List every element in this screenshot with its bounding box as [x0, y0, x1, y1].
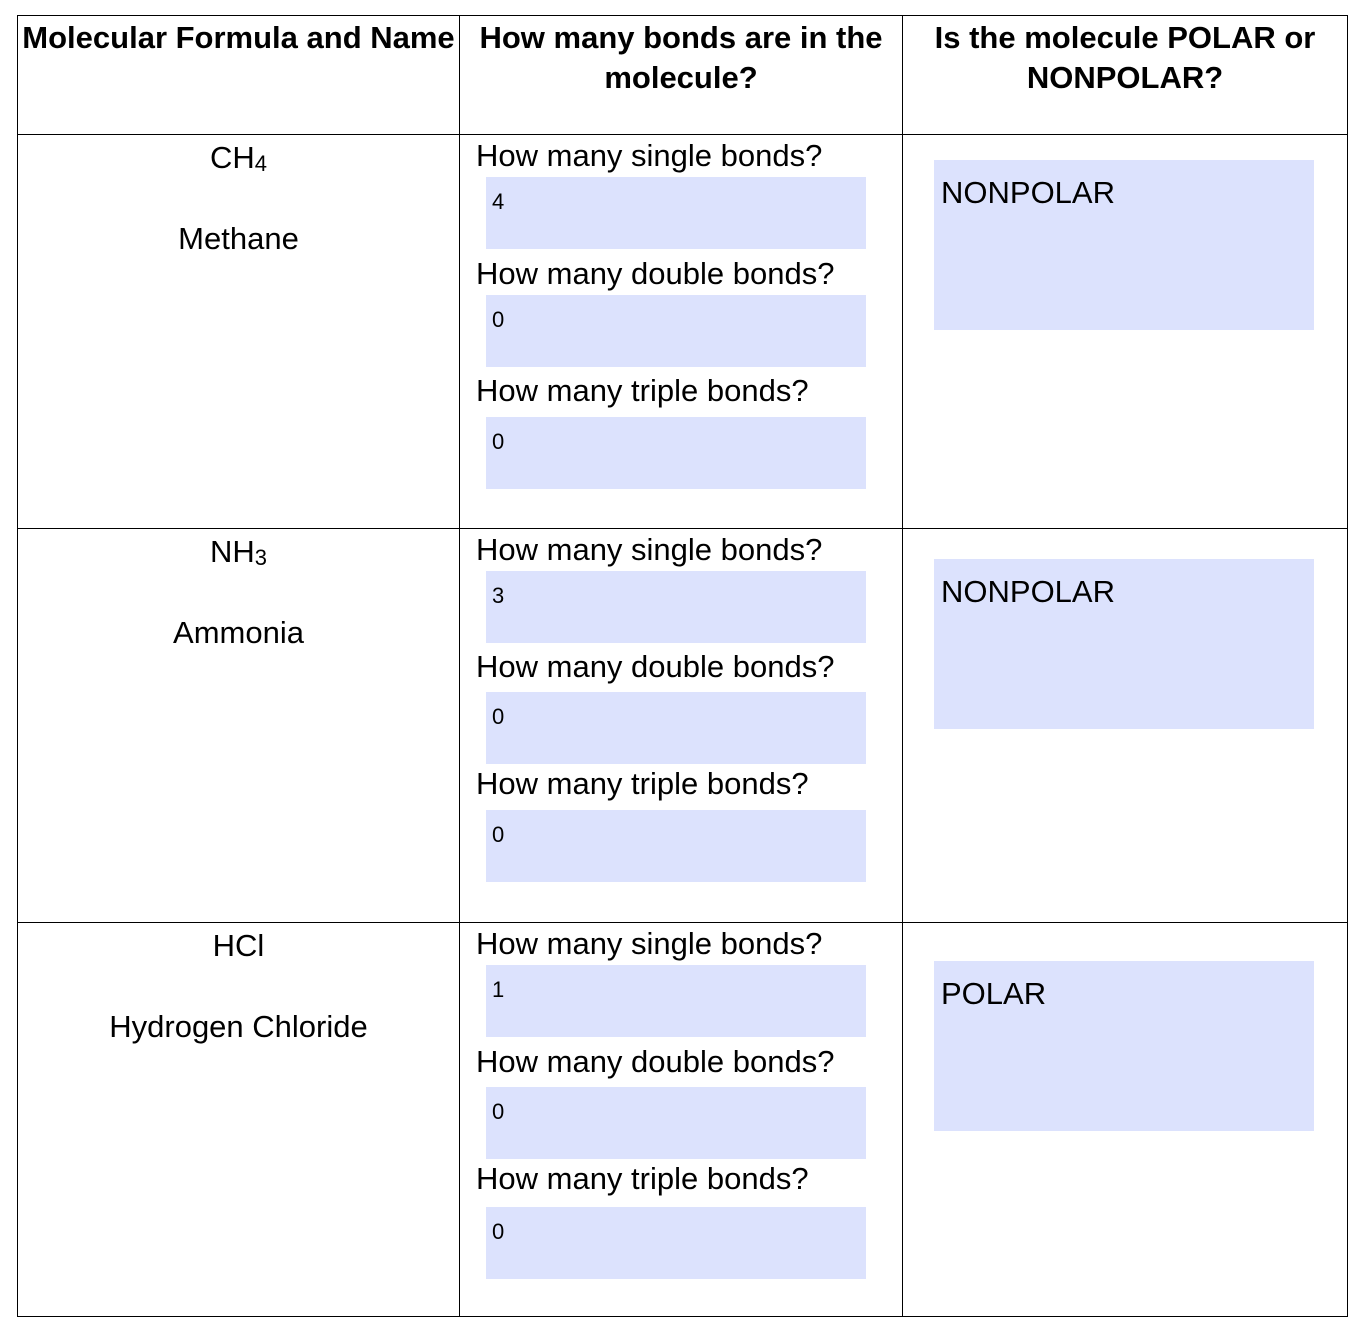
double-bonds-question: How many double bonds?	[476, 1044, 835, 1079]
molecule-name: Ammonia	[173, 615, 304, 650]
triple-bonds-field[interactable]: 0	[486, 1207, 866, 1279]
formula-text: HCl	[212, 928, 265, 963]
header-polarity: Is the molecule POLAR or NONPOLAR?	[903, 16, 1348, 135]
molecular-formula	[18, 923, 459, 968]
single-bonds-field[interactable]: 3	[486, 571, 866, 643]
formula-text: NH	[209, 534, 255, 569]
molecular-formula	[18, 529, 459, 574]
molecule-name: Hydrogen Chloride	[109, 1009, 368, 1044]
single-bonds-question: How many single bonds?	[476, 138, 823, 173]
table-row	[18, 923, 1348, 1317]
header-formula-name: Molecular Formula and Name	[18, 16, 460, 135]
double-bonds-question: How many double bonds?	[476, 256, 835, 291]
formula-text: CH	[209, 140, 255, 175]
single-bonds-field[interactable]: 1	[486, 965, 866, 1037]
triple-bonds-field[interactable]: 0	[486, 417, 866, 489]
triple-bonds-question: How many triple bonds?	[476, 766, 809, 801]
double-bonds-field[interactable]: 0	[486, 692, 866, 764]
formula-subscript: 3	[254, 545, 268, 570]
formula-name-cell	[18, 135, 460, 529]
polarity-cell	[903, 135, 1348, 529]
double-bonds-field[interactable]: 0	[486, 1087, 866, 1159]
table-row	[18, 135, 1348, 529]
single-bonds-question: How many single bonds?	[476, 532, 823, 567]
polarity-field[interactable]: POLAR	[934, 961, 1314, 1131]
polarity-cell	[903, 529, 1348, 923]
polarity-cell	[903, 923, 1348, 1317]
polarity-field[interactable]: NONPOLAR	[934, 559, 1314, 729]
bond-questions-cell	[460, 923, 903, 1317]
molecular-formula	[18, 135, 459, 180]
bond-questions-cell	[460, 529, 903, 923]
double-bonds-question: How many double bonds?	[476, 649, 835, 684]
triple-bonds-question: How many triple bonds?	[476, 1161, 809, 1196]
triple-bonds-question: How many triple bonds?	[476, 373, 809, 408]
formula-name-cell	[18, 529, 460, 923]
single-bonds-question: How many single bonds?	[476, 926, 823, 961]
double-bonds-field[interactable]: 0	[486, 295, 866, 367]
formula-name-cell	[18, 923, 460, 1317]
molecule-worksheet-table	[17, 15, 1348, 1317]
single-bonds-field[interactable]: 4	[486, 177, 866, 249]
table-row	[18, 529, 1348, 923]
triple-bonds-field[interactable]: 0	[486, 810, 866, 882]
header-row	[18, 16, 1348, 135]
formula-subscript: 4	[254, 151, 268, 176]
bond-questions-cell	[460, 135, 903, 529]
polarity-field[interactable]: NONPOLAR	[934, 160, 1314, 330]
header-bond-count: How many bonds are in the molecule?	[460, 16, 903, 135]
molecule-name: Methane	[178, 221, 299, 256]
